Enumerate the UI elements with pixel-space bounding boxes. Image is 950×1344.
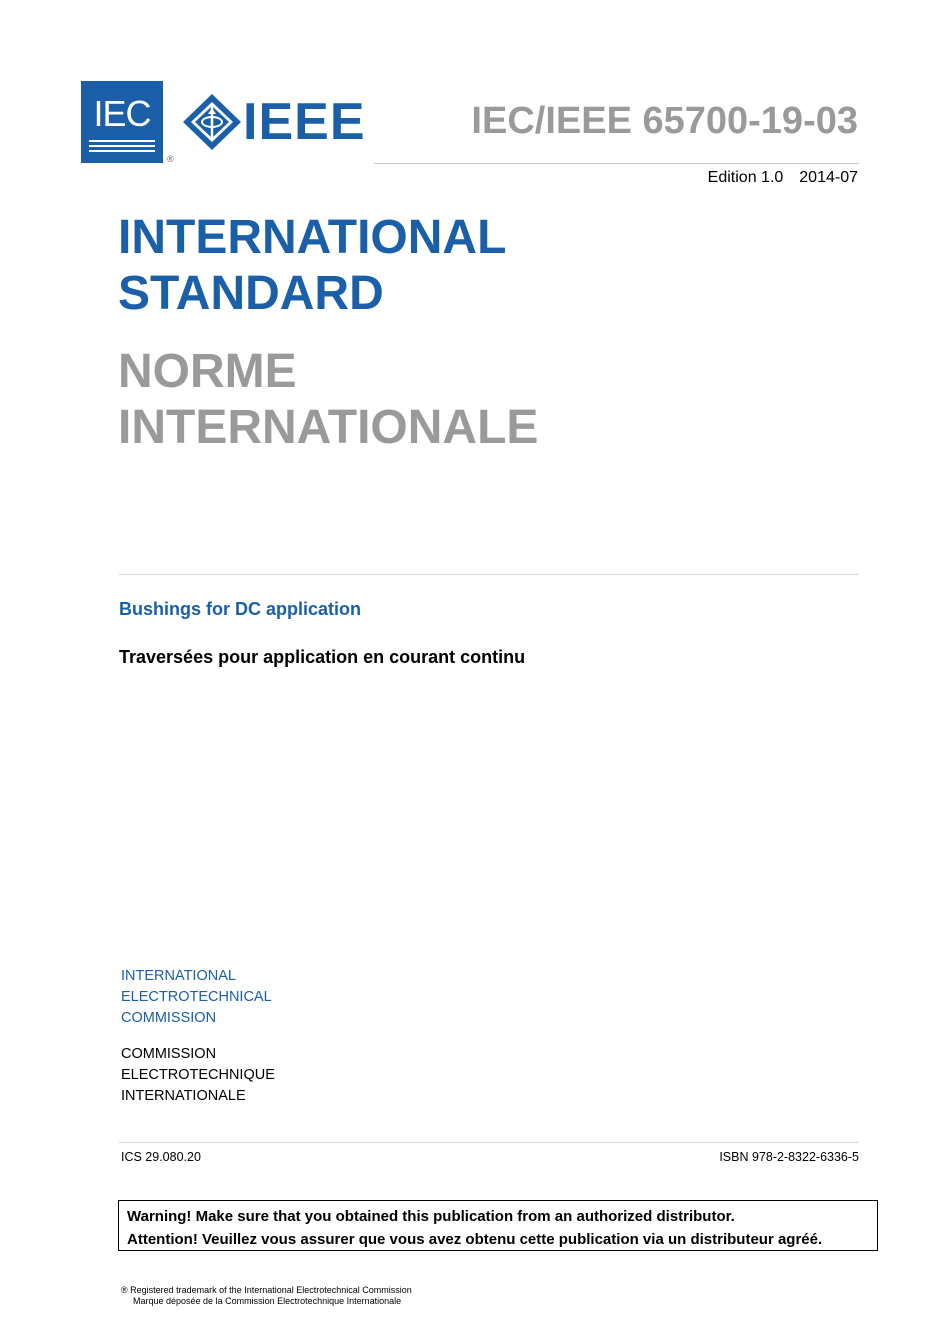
- ieee-logo-text: IEEE: [243, 93, 366, 151]
- footnote-line-en: ® Registered trademark of the International Electrotechnical Commission: [121, 1285, 412, 1295]
- warning-text-en: Warning! Make sure that you obtained this publication from an authorized distributor.: [127, 1208, 735, 1225]
- section-divider: [119, 574, 859, 575]
- edition-label: Edition 1.0: [707, 169, 784, 186]
- document-title-en: Bushings for DC application: [119, 599, 362, 619]
- org-name-fr-line: INTERNATIONALE: [121, 1088, 246, 1104]
- iec-logo: [81, 81, 163, 163]
- org-name-en-line: INTERNATIONAL: [121, 968, 236, 984]
- ics-code: ICS 29.080.20: [121, 1150, 201, 1164]
- edition-date: 2014-07: [799, 169, 858, 186]
- warning-box: [118, 1200, 878, 1251]
- iec-logo-text: IEC: [93, 93, 151, 134]
- org-name-fr-line: COMMISSION: [121, 1046, 217, 1062]
- title-fr-line2: INTERNATIONALE: [118, 401, 539, 454]
- edition-info: [708, 169, 858, 187]
- warning-text-fr: Attention! Veuillez vous assurer que vous avez obtenu cette publication via un distributeur agréé.: [127, 1231, 823, 1248]
- ieee-diamond-icon: [181, 92, 243, 152]
- iec-logo-line: [89, 140, 155, 142]
- standard-number: IEC/IEEE 65700-19-03: [471, 100, 858, 142]
- iec-logo-line: [89, 150, 155, 152]
- title-en-line1: INTERNATIONAL: [118, 211, 507, 264]
- iec-logo-line: [89, 145, 155, 147]
- footnote-line-fr: Marque déposée de la Commission Electrotechnique Internationale: [133, 1296, 402, 1306]
- header-divider: [374, 163, 859, 164]
- title-en-line2: STANDARD: [118, 267, 384, 320]
- org-name-fr-line: ELECTROTECHNIQUE: [121, 1067, 275, 1083]
- footer-divider: [119, 1142, 859, 1143]
- registered-mark: ®: [167, 154, 174, 164]
- document-title-fr: Traversées pour application en courant continu: [119, 647, 526, 667]
- org-name-en-line: ELECTROTECHNICAL: [121, 989, 272, 1005]
- org-name-en-line: COMMISSION: [121, 1010, 217, 1026]
- isbn-code: ISBN 978-2-8322-6336-5: [719, 1150, 859, 1164]
- title-fr-line1: NORME: [118, 345, 297, 398]
- trademark-footnote: [121, 1285, 412, 1307]
